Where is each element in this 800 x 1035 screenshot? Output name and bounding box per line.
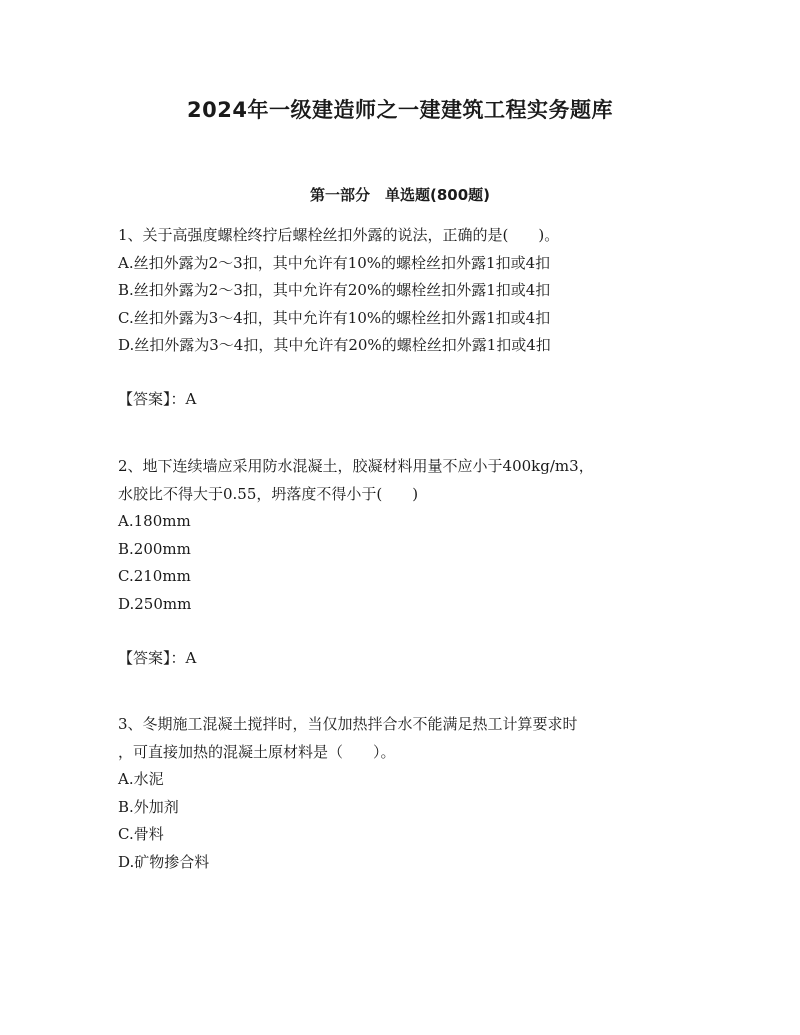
option-b: B.200mm: [118, 539, 191, 558]
question-2: [118, 453, 718, 618]
option-b: B.丝扣外露为2～3扣，其中允许有20%的螺栓丝扣外露1扣或4扣: [118, 281, 551, 299]
option-a: A.丝扣外露为2～3扣，其中允许有10%的螺栓丝扣外露1扣或4扣: [118, 253, 551, 272]
option-c: C.骨料: [118, 825, 164, 843]
question-stem-continued: 水胶比不得大于0.55，坍落度不得小于( ): [118, 484, 419, 503]
option-a: A.水泥: [118, 770, 164, 788]
question-stem: 1、关于高强度螺栓终拧后螺栓丝扣外露的说法，正确的是( )。: [118, 226, 560, 244]
option-b: B.外加剂: [118, 797, 179, 816]
answer-1: 【答案】：A: [118, 390, 197, 408]
answer-2: 【答案】：A: [118, 649, 197, 667]
question-3: [118, 711, 718, 876]
option-c: C.丝扣外露为3～4扣，其中允许有10%的螺栓丝扣外露1扣或4扣: [118, 308, 551, 327]
question-stem: 2、地下连续墙应采用防水混凝土，胶凝材料用量不应小于400kg/m3，: [118, 457, 594, 475]
question-stem-continued: ，可直接加热的混凝土原材料是（ ）。: [118, 742, 396, 761]
option-a: A.180mm: [118, 512, 191, 530]
option-c: C.210mm: [118, 567, 191, 585]
question-1: [118, 222, 718, 360]
option-d: D.矿物掺合料: [118, 852, 210, 871]
document-title: 2024年一级建造师之一建建筑工程实务题库: [187, 98, 613, 122]
option-d: D.250mm: [118, 594, 192, 613]
section-title: 第一部分 单选题(800题): [309, 186, 491, 204]
question-stem: 3、冬期施工混凝土搅拌时，当仅加热拌合水不能满足热工计算要求时: [118, 715, 578, 733]
option-d: D.丝扣外露为3～4扣，其中允许有20%的螺栓丝扣外露1扣或4扣: [118, 336, 551, 354]
